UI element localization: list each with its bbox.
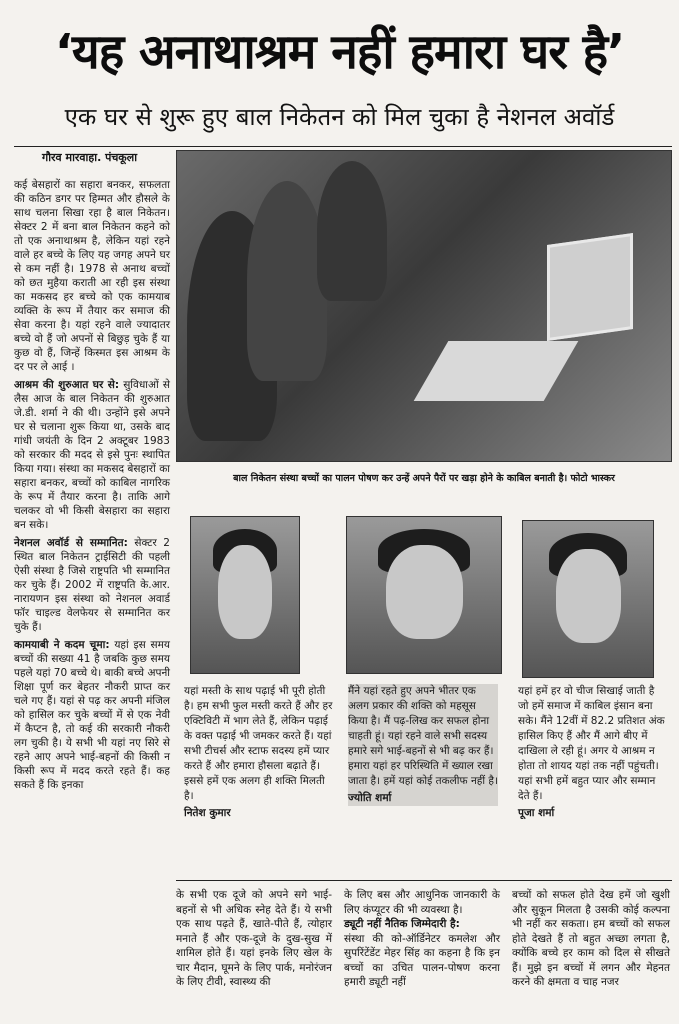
- left-column: [14, 178, 170, 792]
- bottom-column: [344, 888, 500, 990]
- section-heading: नेशनल अवॉर्ड से सम्मानित:: [14, 537, 128, 549]
- quote-text: यहां मस्ती के साथ पढ़ाई भी पूरी होती है। हम सभी फुल मस्ती करते हैं और हर एक्टिविटी में भाग लेते हैं, लेकिन पढ़ाई के वक्त पढ़ाई भी जमकर करते हैं। यहां सभी टीचर्स और स्टाफ सदस्य हमें प्यार करते हैं और हमारा हौसला बढ़ाते हैं। इससे हमें एक अलग ही शक्ति मिलती है।: [184, 685, 333, 802]
- section-text: सेक्टर 2 स्थित बाल निकेतन ट्राईसिटी की पहली ऐसी संस्था है जिसे राष्ट्रपति भी सम्मानित कर चुके हैं। 2002 में राष्ट्रपति के.आर. नारायणन इस संस्था को नेशनल अवार्ड फॉर चाइल्ड वेलफेयर से सम्मानित कर चुके हैं।: [14, 537, 170, 633]
- bottom-column-text: संस्था की को-ऑर्डिनेटर कमलेश और सुपरिंटेंडेंट मेहर सिंह का कहना है कि इन बच्चों का उचित पालन-पोषण करना हमारी ड्यूटी नहीं: [344, 932, 500, 988]
- main-photo: [176, 150, 672, 462]
- quote-author: ज्योति शर्मा: [348, 792, 392, 804]
- quote-author: पूजा शर्मा: [518, 807, 555, 819]
- bottom-column-text: के लिए बस और आधुनिक जानकारी के लिए कंप्यूटर की भी व्यवस्था है।: [344, 889, 500, 916]
- intro-paragraph: कई बेसहारों का सहारा बनकर, सफलता की कठिन डगर पर हिम्मत और हौसले के साथ चलना सिखा रहा है बाल निकेतन। सेक्टर 2 में बना बाल निकेतन कहने को तो एक अनाथाश्रम है, लेकिन यहां रहने वाले हर बच्चे के लिए यह जगह अपने घर से कम नहीं है। 1978 से अनाथ बच्चों को छत मुहैया कराती आ रही इस संस्था का मकसद हर बच्चे को एक कामयाब व्यक्ति के रूप में तैयार कर समाज की सेवा करना है। यहां रहने वाले ज्यादातर बच्चे वो हैं जो अपनों से बिछुड़ चुके हैं या कुछ वो हैं, जिन्हें किस्मत इस आश्रम के दर पर ले आई ।: [14, 179, 170, 373]
- quote-text: मैंने यहां रहते हुए अपने भीतर एक अलग प्रकार की शक्ति को महसूस किया है। मैं पढ़-लिख कर सफल होना चाहती हूं। यहां रहने वाले सभी सदस्य हमारे सगे भाई-बहनों से भी बढ़ कर हैं। हमारा यहां हर परिस्थिति में ख्याल रखा जाता है। हमें यहां कोई तकलीफ नहीं है।: [348, 685, 498, 787]
- quote-text: यहां हमें हर वो चीज सिखाई जाती है जो हमें समाज में काबिल इंसान बना सके। मैंने 12वीं में 82.2 प्रतिशत अंक हासिल किए हैं और मैं आगे बीए में दाखिला ले रही हूं। अगर ये आश्रम न होता तो शायद यहां तक नहीं पहुंचती। यहां सभी हमें बहुत प्यार और सम्मान देते हैं।: [518, 685, 665, 802]
- photo-caption: बाल निकेतन संस्था बच्चों का पालन पोषण कर उन्हें अपने पैरों पर खड़ा होने के काबिल बनाती है। फोटो भास्कर: [233, 473, 615, 484]
- quote-author: नितेश कुमार: [184, 807, 231, 819]
- quote-block: [348, 684, 498, 806]
- subheadline: एक घर से शुरू हुए बाल निकेतन को मिल चुका है नेशनल अवॉर्ड: [64, 103, 615, 131]
- section-text: यहां इस समय बच्चों की सख्या 41 है जबकि कुछ समय पहले यहां 70 बच्चे थे। बाकी बच्चे अपनी शिक्षा पूर्ण कर बेहतर नौकरी प्राप्त कर चले गए हैं। यहां से पढ़ कर अपनी मंजिल को हासिल कर चुके बच्चों में से एक नेवी में कैप्टन है, तो कई की सरकारी नौकरी लग चुकी है। ये सभी भी यहां नए सिरे से रहने आए अपने भाई-बहनों की किसी न किसी रूप में मदद करते रहते हैं। कह सकते हैं कि इनका: [14, 639, 171, 791]
- bottom-column: [176, 888, 332, 990]
- section-heading: आश्रम की शुरुआत घर से:: [14, 379, 120, 391]
- bottom-column-text: के सभी एक दूजे को अपने सगे भाई-बहनों से भी अधिक स्नेह देते हैं। ये सभी एक साथ पढ़ते हैं, खाते-पीते हैं, त्योहार मनाते हैं और एक-दूजे के दुख-सुख में शामिल होते हैं। यहां इनके लिए खेल के चार मैदान, घूमने के लिए पार्क, मनोरंजन के लिए टीवी, स्वास्थ्य की: [176, 889, 332, 988]
- portrait-photo: [346, 516, 502, 674]
- quote-block: [184, 684, 334, 821]
- section-heading: ड्यूटी नहीं नैतिक जिम्मेदारी है:: [344, 918, 460, 930]
- section-heading: कामयाबी ने कदम चूमा:: [14, 639, 110, 651]
- portrait-photo: [522, 520, 654, 678]
- portrait-photo: [190, 516, 300, 674]
- bottom-column-text: बच्चों को सफल होते देख हमें जो खुशी और सुकून मिलता है उसकी कोई कल्पना भी नहीं कर सकता। हम बच्चों को सफल होते देखते हैं तो बहुत अच्छा लगता है, क्योंकि बच्चे हर काम को दिल से सीखते हैं। मुझे इन बच्चों में लगन और मेहनत करने की क्षमता व चाह नजर: [512, 889, 670, 988]
- quote-block: [518, 684, 668, 821]
- byline: गौरव मारवाहा. पंचकूला: [42, 151, 138, 164]
- divider: [14, 146, 672, 147]
- bottom-column: [512, 888, 670, 990]
- section-text: सुविधाओं से लैस आज के बाल निकेतन की शुरुआत जे.डी. शर्मा ने की थी। उन्होंने इसे अपने घर से चलाना शुरू किया था, उसके बाद गांधी जयंती के दिन 2 अक्टूबर 1983 को सरकार की मदद से इसे पुनः स्थापित किया गया। संस्था का मकसद बेसहारों का सहारा बनकर, बच्चों को काबिल नागरिक के रूप में तैयार करना है। ताकि आगे चलकर वो भी किसी बेसहारा का सहारा बन सके।: [14, 379, 170, 531]
- headline: ‘यह अनाथाश्रम नहीं हमारा घर है’: [54, 24, 625, 80]
- divider: [176, 880, 672, 881]
